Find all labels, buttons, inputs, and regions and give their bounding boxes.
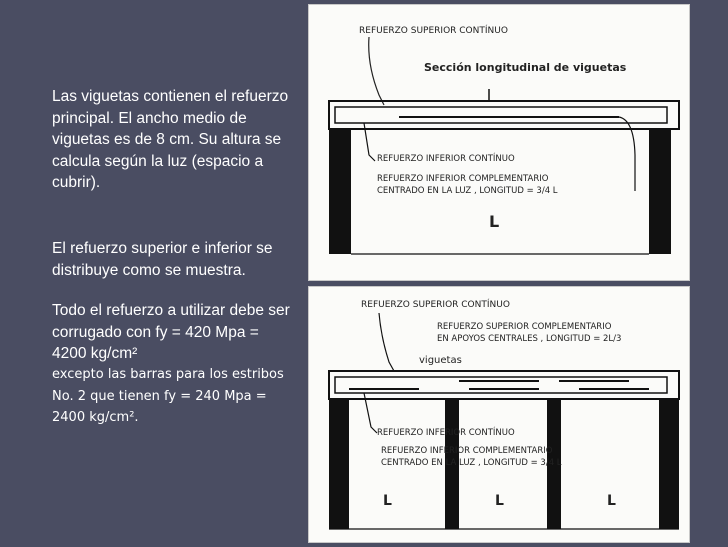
support-1: [329, 399, 349, 529]
span-label-3: L: [607, 493, 616, 509]
paragraph-corrugado: Todo el refuerzo a utilizar debe ser corrugado con fy = 420 Mpa = 4200 kg/cm²: [52, 302, 290, 362]
paragraph-viguetas: Las viguetas contienen el refuerzo principal. El ancho medio de viguetas es de 8 cm. Su altura se calcula según la luz (espacio a cubrir).: [52, 88, 289, 191]
label-top-continuous: REFUERZO SUPERIOR CONTÍNUO: [361, 300, 510, 310]
leader-line: [369, 37, 384, 105]
section-title: Sección longitudinal de viguetas: [424, 61, 627, 74]
multi-span-drawing: [309, 287, 689, 542]
leader-line: [379, 313, 394, 371]
diagram-multi-span: [308, 286, 690, 543]
support-right: [649, 129, 671, 254]
beam-outline: [329, 371, 679, 399]
label-sup-comp-line1: REFUERZO SUPERIOR COMPLEMENTARIO: [437, 322, 612, 332]
label-sup-comp-line2: EN APOYOS CENTRALES , LONGITUD = 2L/3: [437, 334, 622, 344]
paragraph-estribos: excepto las barras para los estribos No. 2 que tienen fy = 240 Mpa = 2400 kg/cm².: [52, 367, 284, 425]
label-comp-line2: CENTRADO EN LA LUZ , LONGITUD = 3/4 L: [381, 458, 562, 468]
label-comp-line1: REFUERZO INFERIOR COMPLEMENTARIO: [377, 174, 549, 184]
diagram-single-span: [308, 4, 690, 281]
beam-outline: [329, 101, 679, 129]
label-comp-line1: REFUERZO INFERIOR COMPLEMENTARIO: [381, 446, 553, 456]
rebar-loop: [335, 107, 667, 123]
label-bottom-continuous: REFUERZO INFERIOR CONTÍNUO: [377, 154, 515, 164]
label-bottom-continuous: REFUERZO INFERIOR CONTÍNUO: [377, 428, 515, 438]
support-left: [329, 129, 351, 254]
span-label-1: L: [383, 493, 392, 509]
paragraph-distribucion: El refuerzo superior e inferior se distribuye como se muestra.: [52, 240, 273, 279]
span-label: L: [489, 212, 500, 231]
label-top-continuous: REFUERZO SUPERIOR CONTÍNUO: [359, 26, 508, 36]
support-4: [659, 399, 679, 529]
single-span-drawing: [309, 5, 689, 280]
viguetas-label: viguetas: [419, 355, 462, 366]
label-comp-line2: CENTRADO EN LA LUZ , LONGITUD = 3/4 L: [377, 186, 558, 196]
rebar-loop: [335, 377, 667, 393]
span-label-2: L: [495, 493, 504, 509]
